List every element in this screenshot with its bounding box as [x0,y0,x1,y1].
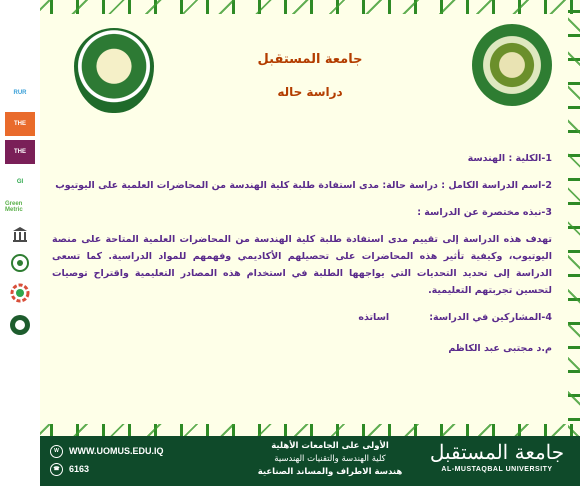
college-line: 1-الكلية : الهندسة [467,153,552,164]
footer-line-1: الأولى على الجامعات الأهلية [271,441,389,451]
college-logo-icon [74,28,154,113]
university-seal-icon [5,312,35,338]
institution-building-icon [5,224,35,244]
participants-line [52,309,552,326]
footer-line-2: كلية الهندسة والتقنيات الهندسية [274,454,386,464]
footer-brand [422,438,572,473]
vine-border-bottom [40,424,580,436]
website-row [50,442,164,460]
brief-body: تهدف هذه الدراسة إلى تقييم مدى استفادة طلبة كلية الهندسة من المحاضرات العلمية المتاحة على منصة اليوتيوب، وكيفية تأثير هذه المحاضرات على تحصيلهم الأكاديمي وفهمهم للمواد الدراسية. كما تسعى الدراسة إلى تحديد التحديات التي يواجهها الطلبة في استخدام هذه المصادر التعليمية واقتراح توصيات لتحسين تجربتهم التعليمية. [52,234,552,296]
website-link[interactable]: WWW.UOMUS.EDU.IQ [69,446,164,456]
phone-number: 6163 [69,464,90,474]
participants-label: 4-المشاركين في الدراسة: [429,312,552,323]
vine-border-top [40,0,580,14]
page-subtitle: دراسة حاله [277,85,343,99]
sdg-wheel-icon [5,282,35,304]
laurel-badge-icon [5,252,35,274]
brief-heading: 3-نبذه مختصرة عن الدراسة : [417,207,552,218]
brand-arabic-logo: جامعة المستقبل [429,440,565,464]
document-page [40,0,580,436]
rur-badge-icon: RUR [13,90,27,96]
ranking-strip [0,80,40,435]
participants-value: اساتذه [358,312,390,323]
green-metric-badge-icon: Green Metric [5,201,23,213]
phone-row [50,460,164,478]
footer-contacts [50,442,164,478]
vine-border-right [568,0,580,436]
brand-english-name: AL-MUSTAQBAL UNIVERSITY [441,466,553,473]
footer-taglines [245,440,415,479]
study-content [52,150,552,367]
author-name: م.د مجتبى عبد الكاظم [448,343,552,354]
university-logo-icon [472,24,552,106]
footer-line-3: هندسة الاطراف والمساند الصناعية [257,467,403,477]
page-title: جامعة المستقبل [257,52,363,67]
globe-icon: W [50,445,63,458]
footer-banner [40,436,580,486]
gi-badge-icon: GI [16,179,24,185]
the-impact-badge-icon: THE [5,140,35,164]
the-badge-icon: THE [5,112,35,136]
study-title-line: 2-اسم الدراسة الكامل : دراسة حالة: مدى استفادة طلبة كلية الهندسة من المحاضرات العلمية على اليوتيوب [55,180,552,191]
phone-icon: ☎ [50,463,63,476]
